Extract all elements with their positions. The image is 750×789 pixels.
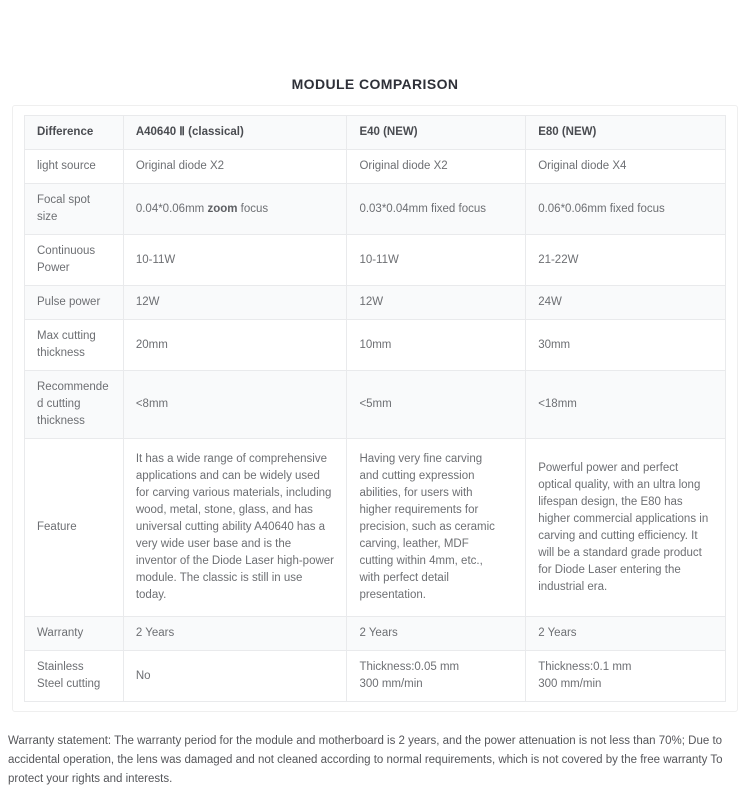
row-label: light source — [25, 150, 124, 184]
row-label: Max cutting thickness — [25, 320, 124, 371]
table-cell — [347, 651, 526, 702]
warranty-statement: Warranty statement: The warranty period for the module and motherboard is 2 years, and the power attenuation is not less than 70%; Due to accidental operation, the lens was damaged and not cleaned according to normal requirements, which is not covered by the free warranty To protect your rights and interests. — [8, 735, 723, 786]
row-stainless-steel-cutting — [25, 651, 726, 702]
table-cell: No — [123, 651, 347, 702]
table-cell: 12W — [347, 286, 526, 320]
row-max-cutting-thickness — [25, 320, 726, 371]
table-cell: <8mm — [123, 371, 347, 439]
table-cell: <18mm — [526, 371, 726, 439]
row-feature — [25, 439, 726, 617]
table-cell: Original diode X4 — [526, 150, 726, 184]
stainless-e80-speed: 300 mm/min — [538, 678, 602, 691]
row-label: Feature — [25, 439, 124, 617]
table-cell — [123, 184, 347, 235]
page-title: MODULE COMPARISON — [291, 76, 459, 92]
table-cell: 12W — [123, 286, 347, 320]
table-cell: 0.03*0.04mm fixed focus — [347, 184, 526, 235]
table-cell: 10-11W — [123, 235, 347, 286]
table-header — [25, 116, 726, 150]
table-cell — [526, 651, 726, 702]
row-warranty — [25, 617, 726, 651]
row-focal-spot-size — [25, 184, 726, 235]
header-e40: E40 (NEW) — [347, 116, 526, 150]
row-light-source — [25, 150, 726, 184]
row-pulse-power — [25, 286, 726, 320]
header-a40640: A40640 Ⅱ (classical) — [123, 116, 347, 150]
row-label: Continuous Power — [25, 235, 124, 286]
table-cell: It has a wide range of comprehensive applications and can be widely used for carving various materials, including wood, metal, stone, glass, and has universal cutting ability A40640 has a very wide user base and is the inventor of the Diode Laser high-power module. The classic is still in use today. — [123, 439, 347, 617]
row-label: Recommended cutting thickness — [25, 371, 124, 439]
table-cell: 21-22W — [526, 235, 726, 286]
row-label: Warranty — [25, 617, 124, 651]
focal-text-suffix: focus — [237, 202, 269, 215]
module-comparison-table — [24, 115, 726, 702]
row-recommended-cutting-thickness — [25, 371, 726, 439]
focal-text-bold: zoom — [207, 202, 238, 215]
table-cell: 2 Years — [347, 617, 526, 651]
table-cell: 20mm — [123, 320, 347, 371]
row-label: Focal spot size — [25, 184, 124, 235]
table-cell: <5mm — [347, 371, 526, 439]
stainless-e40-thickness: Thickness:0.05 mm — [359, 661, 460, 674]
table-cell: 24W — [526, 286, 726, 320]
row-label: Stainless Steel cutting — [25, 651, 124, 702]
table-cell: Powerful power and perfect optical quality, with an ultra long lifespan design, the E80 has higher commercial applications in carving and cutting efficiency. It will be a standard grade product for Diode Laser entering the industrial era. — [526, 439, 726, 617]
table-cell: Original diode X2 — [347, 150, 526, 184]
focal-text-prefix: 0.04*0.06mm — [135, 202, 208, 215]
header-e80: E80 (NEW) — [526, 116, 726, 150]
row-label: Pulse power — [25, 286, 124, 320]
stainless-e40-speed: 300 mm/min — [359, 678, 423, 691]
table-cell: 2 Years — [123, 617, 347, 651]
header-row — [25, 116, 726, 150]
row-continuous-power — [25, 235, 726, 286]
table-body — [25, 150, 726, 702]
table-cell: 10mm — [347, 320, 526, 371]
table-cell: 30mm — [526, 320, 726, 371]
stainless-e80-thickness: Thickness:0.1 mm — [538, 661, 632, 674]
table-cell: 0.06*0.06mm fixed focus — [526, 184, 726, 235]
table-cell: Original diode X2 — [123, 150, 347, 184]
table-cell: 10-11W — [347, 235, 526, 286]
table-cell: 2 Years — [526, 617, 726, 651]
header-difference: Difference — [25, 116, 124, 150]
table-cell: Having very fine carving and cutting expression abilities, for users with higher requirements for precision, such as ceramic carving, leather, MDF cutting within 4mm, etc., with perfect detail presentation. — [347, 439, 526, 617]
comparison-table-container — [12, 105, 738, 712]
